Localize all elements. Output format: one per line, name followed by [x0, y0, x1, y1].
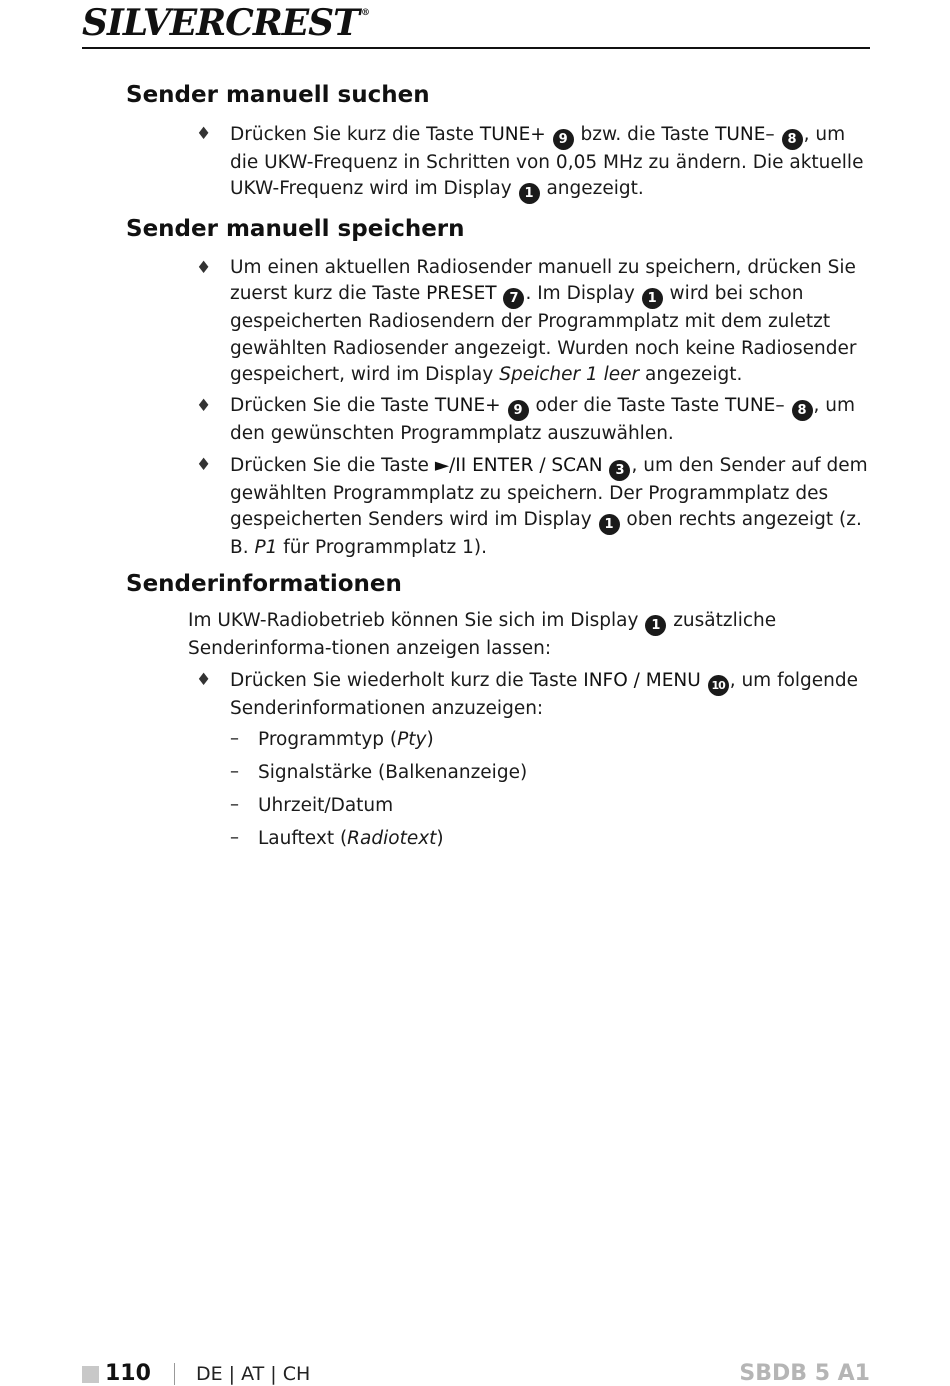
page-number: 110	[105, 1361, 151, 1386]
callout-9-badge: 9	[553, 129, 574, 150]
dash-marker: –	[230, 794, 239, 815]
callout-1-badge: 1	[519, 183, 540, 204]
callout-7-badge: 7	[503, 288, 524, 309]
callout-1-badge: 1	[599, 514, 620, 535]
brand-second: CREST	[225, 2, 359, 44]
brand-main: SILVER	[82, 2, 226, 44]
section-heading-manual-search: Sender manuell suchen	[126, 82, 430, 108]
brand-logo	[82, 2, 369, 44]
dash-marker: –	[230, 827, 239, 848]
bullet-icon: ♦	[196, 670, 212, 690]
dash-marker: –	[230, 728, 239, 749]
dash-marker: –	[230, 761, 239, 782]
callout-1-badge: 1	[642, 288, 663, 309]
info-item-radiotext: Lauftext (Radiotext)	[258, 828, 444, 849]
callout-9-badge: 9	[508, 400, 529, 421]
info-item-programme-type: Programmtyp (Pty)	[258, 729, 434, 750]
bullet-icon: ♦	[196, 396, 212, 416]
callout-1-badge: 1	[645, 615, 666, 636]
header-rule	[82, 47, 870, 49]
registered-mark: ®	[360, 8, 369, 18]
info-item-time-date: Uhrzeit/Datum	[258, 795, 394, 816]
callout-3-badge: 3	[609, 460, 630, 481]
footer-divider	[174, 1363, 175, 1385]
paragraph-save-step-2: Drücken Sie die Taste TUNE+ 9 oder die Taste Taste TUNE– 8 , um den gewünschten Programmplatz auszuwählen.	[230, 395, 856, 444]
callout-8-badge: 8	[782, 129, 803, 150]
section-heading-station-info: Senderinformationen	[126, 571, 402, 597]
paragraph-info-intro: Im UKW-Radiobetrieb können Sie sich im Display 1 zusätzliche Senderinforma-tionen anzeigen lassen:	[188, 610, 777, 659]
bullet-icon: ♦	[196, 258, 212, 278]
bullet-icon: ♦	[196, 455, 212, 475]
callout-8-badge: 8	[792, 400, 813, 421]
footer-model-number: SBDB 5 A1	[739, 1361, 870, 1386]
info-item-signal-strength: Signalstärke (Balkenanzeige)	[258, 762, 528, 783]
bullet-icon: ♦	[196, 124, 212, 144]
footer-square-marker	[82, 1366, 99, 1383]
section-heading-manual-save: Sender manuell speichern	[126, 216, 465, 242]
paragraph-manual-search: Drücken Sie kurz die Taste TUNE+ 9 bzw. die Taste TUNE– 8 , um die UKW-Frequenz in Schritten von 0,05 MHz zu ändern. Die aktuelle UKW-Frequenz wird im Display 1 angezeigt.	[230, 122, 870, 204]
footer-languages: DE | AT | CH	[196, 1363, 311, 1385]
paragraph-save-step-3: Drücken Sie die Taste ►/II ENTER / SCAN 3 , um den Sender auf dem gewählten Programmplatz zu speichern. Der Programmplatz des gespeicherten Senders wird im Display 1 oben rechts angezeigt (z. B. P1 für Programmplatz 1).	[230, 455, 868, 559]
paragraph-info-step-1: Drücken Sie wiederholt kurz die Taste INFO / MENU 10 , um folgende Senderinformationen anzuzeigen:	[230, 670, 859, 719]
paragraph-save-step-1: Um einen aktuellen Radiosender manuell zu speichern, drücken Sie zuerst kurz die Taste PRESET 7 . Im Display 1 wird bei schon gespeicherten Radiosendern der Programmplatz mit dem zuletzt gewählten Radiosender angezeigt. Wurden noch keine Radiosender gespeichert, wird im Display Speicher 1 leer angezeigt.	[230, 257, 857, 385]
callout-10-badge: 10	[708, 675, 729, 696]
